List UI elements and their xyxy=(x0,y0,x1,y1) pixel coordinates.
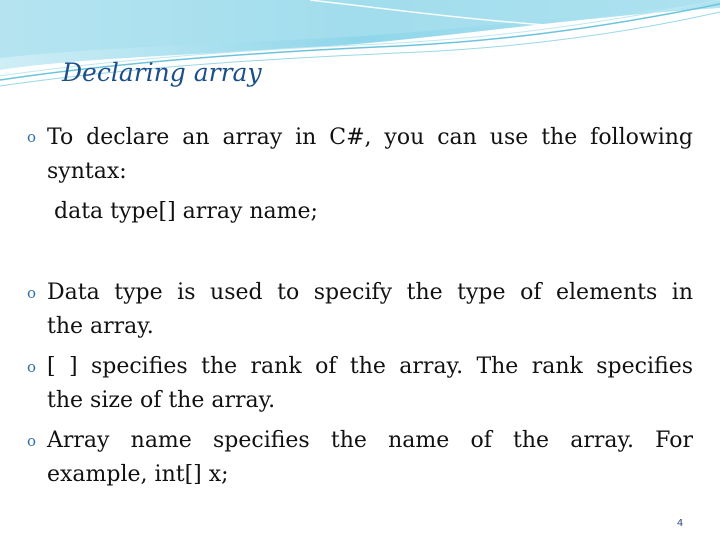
bullet-marker: o xyxy=(27,284,37,302)
bullet-4-line-1: Array name specifies the name of the array. For xyxy=(47,428,693,453)
bullet-3-line-2: the size of the array. xyxy=(47,388,276,413)
bullet-1-line-1: To declare an array in C#, you can use the following xyxy=(47,125,693,150)
bullet-3-line-1: [ ] specifies the rank of the array. The rank specifies xyxy=(47,354,693,379)
bullet-marker: o xyxy=(27,432,37,450)
bullet-1-syntax-line: data type[] array name; xyxy=(54,199,318,224)
page-number: 4 xyxy=(676,518,684,529)
bullet-1-line-2: syntax: xyxy=(47,159,127,184)
bullet-marker: o xyxy=(27,358,37,376)
bullet-2-line-1: Data type is used to specify the type of elements in xyxy=(47,280,693,305)
bullet-marker: o xyxy=(27,128,37,146)
slide-title: Declaring array xyxy=(62,58,262,87)
bullet-2-line-2: the array. xyxy=(47,314,154,339)
bullet-4-line-2: example, int[] x; xyxy=(47,462,229,487)
